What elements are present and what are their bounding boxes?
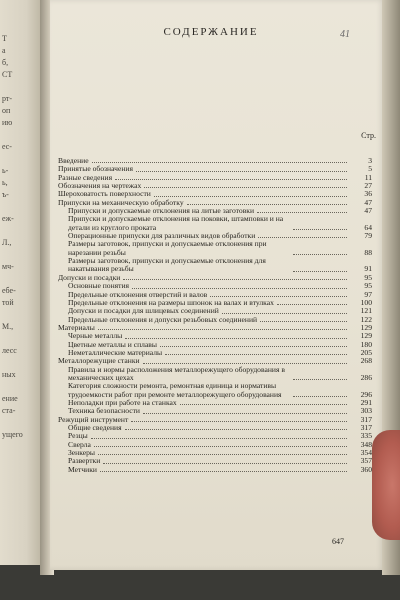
toc-entry-page: 122 <box>360 314 372 324</box>
dot-leader <box>257 212 347 213</box>
toc-entry <box>50 215 384 232</box>
toc-entry <box>50 382 384 399</box>
dot-leader <box>98 329 347 330</box>
toc-entry-page: 64 <box>364 222 372 232</box>
left-page-fragment: ию <box>2 118 13 127</box>
toc-entry-title: Предельные отклонения на размеры шпонок на валах и втулках <box>68 297 274 307</box>
toc-entry-title: Размеры заготовок, припуски и допускаемые отклонения при нарезании резьбы <box>68 239 267 257</box>
left-page-fragment: рт- <box>2 94 13 103</box>
toc-entry-title: Неполадки при работе на станках <box>68 397 177 407</box>
toc-entry-title: Операционные припуски для различных видов обработки <box>68 231 256 241</box>
toc-entry <box>50 449 384 457</box>
left-page-fragment: ес- <box>2 142 12 151</box>
toc-entry-title: Техника безопасности <box>68 406 140 416</box>
toc-entry-title: Метчики <box>68 464 97 474</box>
toc-entry-title: Зенкеры <box>68 448 96 458</box>
toc-entry-title: Допуски и посадки <box>58 272 121 282</box>
dot-leader <box>115 179 347 180</box>
page-title: СОДЕРЖАНИЕ <box>163 26 259 38</box>
toc-entry <box>50 466 384 474</box>
toc-entry-page: 79 <box>364 231 372 241</box>
dot-leader <box>103 463 347 464</box>
previous-page <box>0 0 44 565</box>
toc-entry-page: 317 <box>360 423 372 432</box>
left-page-fragment: ъ- <box>2 190 9 199</box>
dot-leader <box>91 438 347 439</box>
dot-leader <box>293 379 347 380</box>
toc-entry-page: 335 <box>360 431 372 441</box>
dot-leader <box>94 446 347 447</box>
dot-leader <box>132 288 347 289</box>
left-page-fragment: еж- <box>2 214 14 223</box>
left-page-fragment: ь- <box>2 166 9 175</box>
toc-entry-page: 286 <box>360 372 372 382</box>
toc-entry-title: Категория сложности ремонта, ремонтная единица и нормативы трудоемкости работ при ремонте металлорежущего оборудования <box>68 381 282 399</box>
toc-entry-title: Размеры заготовок, припуски и допускаемые отклонения для накатывания резьбы <box>68 256 266 274</box>
toc-entry-title: Цветные металлы и сплавы <box>68 339 157 349</box>
toc-entry-title: Черные металлы <box>68 331 123 341</box>
toc-entry-page: 291 <box>360 397 372 407</box>
left-page-fragment: ь, <box>2 178 8 187</box>
toc-entry-page: 36 <box>364 189 372 199</box>
toc-entry-page: 180 <box>360 339 372 349</box>
toc-entry-page: 296 <box>360 389 372 399</box>
toc-entry-page: 129 <box>360 331 372 341</box>
toc-entry-page: 317 <box>360 414 372 424</box>
toc-entry-page: 95 <box>364 272 372 282</box>
toc-entry <box>50 316 384 324</box>
toc-entry-title: Припуски на механическую обработку <box>58 197 184 207</box>
toc-entry-page: 129 <box>360 322 372 332</box>
toc-entry-title: Режущий инструмент <box>58 414 129 424</box>
toc-entry-title: Обозначения на чертежах <box>58 181 142 191</box>
page-column-header: Стр. <box>361 131 376 140</box>
left-page-fragment: ущего <box>2 430 23 439</box>
table-of-contents <box>50 157 384 474</box>
toc-entry-page: 303 <box>360 406 372 416</box>
toc-entry-page: 97 <box>364 289 372 299</box>
dot-leader <box>143 413 347 414</box>
left-page-fragment: той <box>2 298 14 307</box>
left-page-fragment: Л., <box>2 238 12 247</box>
toc-entry-title: Предельные отклонения отверстий и валов <box>68 289 208 299</box>
left-page-fragment: Т <box>2 34 7 43</box>
toc-entry-page: 88 <box>364 247 372 257</box>
left-page-fragment: ста- <box>2 406 16 415</box>
dot-leader <box>92 162 347 163</box>
dot-leader <box>187 204 347 205</box>
toc-entry <box>50 432 384 440</box>
toc-entry-title: Разные сведения <box>58 172 113 182</box>
dot-leader <box>222 313 347 314</box>
toc-entry-title: Правила и нормы расположения металлорежущего оборудования в механических цехах <box>68 364 285 382</box>
toc-entry-page: 5 <box>368 164 372 174</box>
toc-entry-page: 27 <box>364 181 372 191</box>
left-page-fragment: оп <box>2 106 11 115</box>
toc-entry-page: 47 <box>364 206 372 216</box>
toc-entry-page: 268 <box>360 356 372 366</box>
dot-leader <box>131 421 347 422</box>
toc-entry-title: Неметаллические материалы <box>68 347 163 357</box>
toc-entry-title: Металлорежущие станки <box>58 356 140 366</box>
toc-entry-title: Резцы <box>68 431 88 441</box>
toc-entry <box>50 424 384 432</box>
toc-entry-page: 47 <box>364 197 372 207</box>
toc-entry <box>50 240 384 257</box>
dot-leader <box>125 429 347 430</box>
page-number: 647 <box>332 537 344 546</box>
left-page-fragment: б, <box>2 58 9 67</box>
left-page-fragment: ение <box>2 394 18 403</box>
dot-leader <box>165 354 347 355</box>
toc-entry <box>50 441 384 449</box>
handwritten-note: 41 <box>340 29 350 40</box>
dot-leader <box>154 196 347 197</box>
dot-leader <box>293 229 347 230</box>
dot-leader <box>98 454 347 455</box>
toc-entry-page: 357 <box>360 456 372 466</box>
left-page-fragment: ебе- <box>2 286 16 295</box>
toc-entry-page: 121 <box>360 306 372 316</box>
toc-entry-title: Принятые обозначения <box>58 164 133 174</box>
dot-leader <box>125 338 347 339</box>
dot-leader <box>100 471 347 472</box>
left-page-fragment: М., <box>2 322 14 331</box>
dot-leader <box>293 254 347 255</box>
toc-entry-page: 95 <box>364 281 372 291</box>
toc-entry-page: 11 <box>364 172 372 182</box>
toc-entry-title: Допуски и посадки для шлицевых соединений <box>68 306 219 316</box>
toc-entry-title: Введение <box>58 156 89 165</box>
toc-entry-title: Общие сведения <box>68 423 122 432</box>
dot-leader <box>144 187 347 188</box>
toc-entry-title: Основные понятия <box>68 281 130 291</box>
left-page-fragment: а <box>2 46 6 55</box>
toc-entry-title: Припуски и допускаемые отклонения на литые заготовки <box>68 206 255 216</box>
toc-entry-title: Шероховатость поверхности <box>58 189 151 199</box>
dot-leader <box>123 279 347 280</box>
toc-entry-page: 205 <box>360 347 372 357</box>
toc-entry-page: 360 <box>360 464 372 474</box>
dot-leader <box>210 296 347 297</box>
dot-leader <box>258 237 347 238</box>
toc-entry-title: Развертки <box>68 456 101 466</box>
left-page-fragment: мч- <box>2 262 14 271</box>
toc-entry-title: Материалы <box>58 322 95 332</box>
toc-entry-page: 354 <box>360 448 372 458</box>
toc-entry-title: Предельные отклонения и допуски резьбовых соединений <box>68 314 258 324</box>
toc-entry <box>50 366 384 383</box>
dot-leader <box>180 404 347 405</box>
dot-leader <box>143 363 347 364</box>
dot-leader <box>293 396 347 397</box>
toc-entry-page: 100 <box>360 297 372 307</box>
toc-entry <box>50 257 384 274</box>
left-page-fragment: СТ <box>2 70 13 79</box>
toc-entry-title: Сверла <box>68 439 91 449</box>
left-page-fragment: ных <box>2 370 16 379</box>
toc-entry-page: 348 <box>360 439 372 449</box>
toc-entry <box>50 457 384 465</box>
dot-leader <box>277 304 347 305</box>
toc-entry-title: Припуски и допускаемые отклонения на поковки, штамповки и на детали из круглого проката <box>68 214 284 232</box>
left-page-fragment: лесс <box>2 346 17 355</box>
dot-leader <box>260 321 347 322</box>
dot-leader <box>293 271 347 272</box>
toc-entry-page: 3 <box>368 156 372 165</box>
dot-leader <box>160 346 347 347</box>
contents-page <box>50 0 384 570</box>
dot-leader <box>136 171 347 172</box>
thumb <box>372 430 400 540</box>
toc-entry-page: 91 <box>364 264 372 274</box>
